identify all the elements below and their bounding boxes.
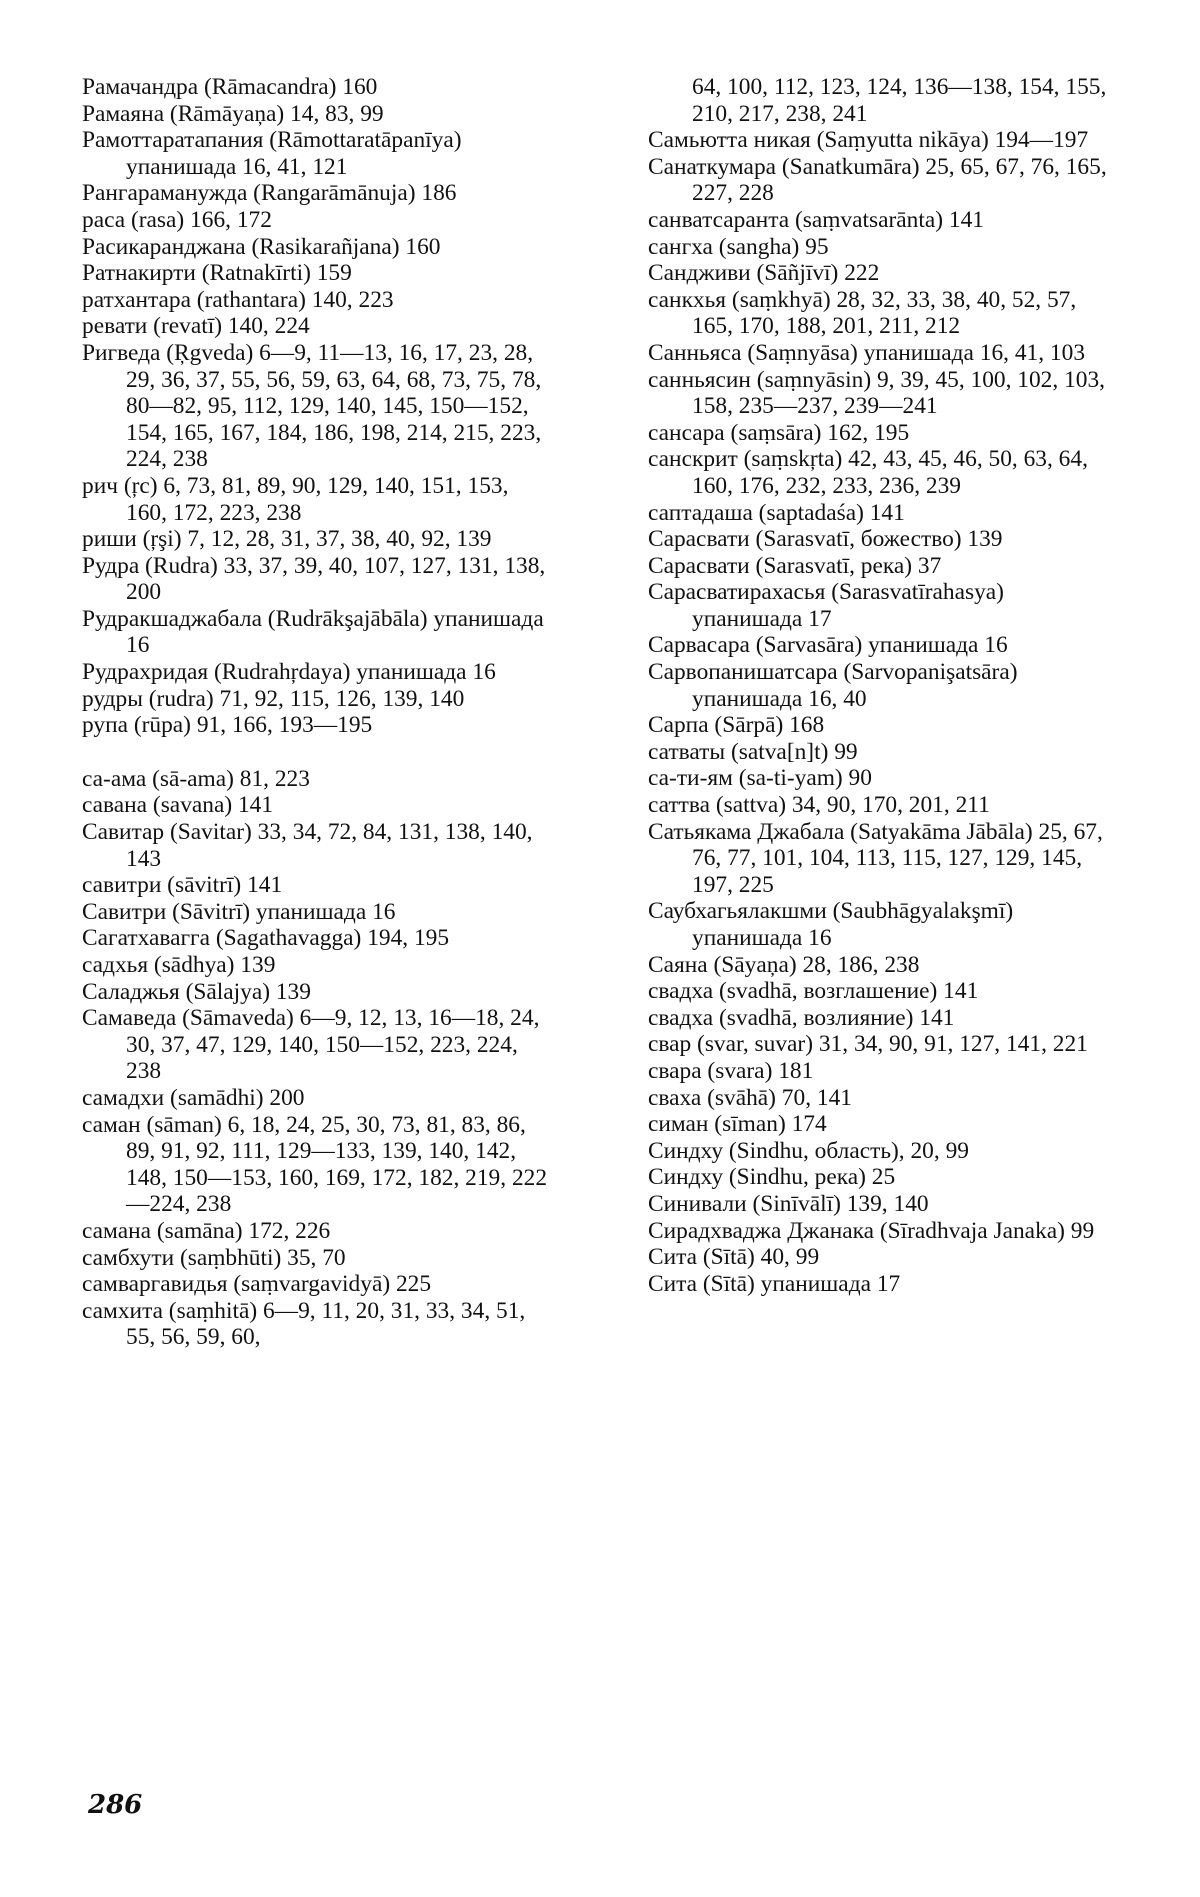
index-entry: санкхья (saṃkhyā) 28, 32, 33, 38, 40, 52, 57, 165, 170, 188, 201, 211, 212 (648, 286, 1077, 340)
index-entry: самана (samāna) 172, 226 (82, 1217, 331, 1244)
index-entry: Сарвасара (Sarvasāra) упанишада 16 (648, 632, 1008, 659)
index-entry: Сирадхваджа Джанака (Sīradhvaja Janaka) 99 (648, 1217, 1095, 1244)
index-entry: ратхантара (rathantara) 140, 223 (82, 286, 394, 313)
index-entry: санньясин (saṃnyāsin) 9, 39, 45, 100, 102, 103, 158, 235—237, 239—241 (648, 366, 1106, 420)
page-number: 286 (88, 1790, 143, 1820)
index-entry: Санньяса (Saṃnyāsa) упанишада 16, 41, 103 (648, 339, 1086, 366)
index-entry: са-ти-ям (sa-ti-yam) 90 (648, 765, 872, 792)
index-entry: сатваты (satva[n]t) 99 (648, 738, 858, 765)
index-entry: сваха (svāhā) 70, 141 (648, 1084, 852, 1111)
index-entry: ревати (revatī) 140, 224 (82, 313, 310, 340)
index-entry-continuation: 64, 100, 112, 123, 124, 136—138, 154, 155, 210, 217, 238, 241 (692, 74, 1107, 127)
index-entry: Сита (Sītā) 40, 99 (648, 1244, 820, 1271)
index-entry: свара (svara) 181 (648, 1057, 814, 1084)
index-entry: Синдху (Sindhu, область), 20, 99 (648, 1137, 969, 1164)
index-entry: Синдху (Sindhu, река) 25 (648, 1164, 896, 1191)
index-entry: Рудра (Rudra) 33, 37, 39, 40, 107, 127, 131, 138, 200 (82, 552, 546, 606)
index-entry: Савитри (Sāvitrī) упанишада 16 (82, 898, 396, 925)
index-entry: санватсаранта (saṃvatsarānta) 141 (648, 206, 984, 233)
index-entry: Сатьякама Джабала (Satyakāma Jābāla) 25, 67, 76, 77, 101, 104, 113, 115, 127, 129, 145, 197, 225 (648, 818, 1103, 898)
index-entry: Рамоттаратапания (Rāmottaratāpanīya) упанишада 16, 41, 121 (82, 127, 462, 180)
index-entry: Сарвопанишатсара (Sarvopanişatsāra) упанишада 16, 40 (648, 659, 1018, 712)
index-entry: Саубхагьялакшми (Saubhāgyalakşmī) упанишада 16 (648, 898, 1014, 951)
index-entry: Саладжья (Sālajya) 139 (82, 978, 311, 1005)
index-entry: Рудракшаджабала (Rudrākşajābāla) упанишада 16 (82, 605, 544, 659)
index-entry: рудры (rudra) 71, 92, 115, 126, 139, 140 (82, 685, 465, 712)
section-gap (82, 739, 552, 766)
index-entry: Рамаяна (Rāmāyaņa) 14, 83, 99 (82, 100, 384, 127)
index-entry: свадха (svadhā, возлияние) 141 (648, 1004, 955, 1031)
index-entry: самбхути (saṃbhūti) 35, 70 (82, 1244, 346, 1271)
index-entry: Самаведа (Sāmaveda) 6—9, 12, 13, 16—18, 24, 30, 37, 47, 129, 140, 150—152, 223, 224, 238 (82, 1005, 540, 1085)
index-entry: Сарасвати (Sarasvatī, божество) 139 (648, 526, 1003, 553)
index-entry: садхья (sādhya) 139 (82, 952, 276, 978)
index-entry: Расикаранджана (Rasikarañjana) 160 (82, 233, 441, 260)
index-entry: Самьютта никая (Saṃyutta nikāya) 194—197 (648, 127, 1089, 154)
index-entry: Сарасвати (Sarasvatī, река) 37 (648, 552, 942, 579)
index-entry: сансара (saṃsāra) 162, 195 (648, 419, 910, 446)
index-entry: Рангараманужда (Rangarāmānuja) 186 (82, 180, 457, 207)
index-entry: савитри (sāvitrī) 141 (82, 872, 283, 899)
index-entry: Саяна (Sāyaņa) 28, 186, 238 (648, 951, 920, 978)
index-entry: Синивали (Sinīvālī) 139, 140 (648, 1190, 929, 1217)
index-column-right (648, 74, 1118, 1297)
index-entry: симан (sīman) 174 (648, 1111, 827, 1138)
index-entry: са-ама (sā-ama) 81, 223 (82, 765, 310, 792)
index-entry: свадха (svadhā, возглашение) 141 (648, 978, 979, 1005)
index-entry: Санаткумара (Sanatkumāra) 25, 65, 67, 76, 165, 227, 228 (648, 153, 1107, 207)
index-entry: Ратнакирти (Ratnakīrti) 159 (82, 260, 352, 287)
index-entry: самхита (saṃhitā) 6—9, 11, 20, 31, 33, 34, 51, 55, 56, 59, 60, (82, 1297, 526, 1351)
index-column-left (82, 74, 552, 1351)
index-entry: риши (ŗşi) 7, 12, 28, 31, 37, 38, 40, 92, 139 (82, 526, 492, 553)
index-entry: рупа (rūpa) 91, 166, 193—195 (82, 712, 373, 739)
index-entry: Сагатхавагга (Sagathavagga) 194, 195 (82, 925, 450, 952)
index-entry: санскрит (saṃskŗta) 42, 43, 45, 46, 50, 63, 64, 160, 176, 232, 233, 236, 239 (648, 446, 1088, 499)
index-entry: сангха (sangha) 95 (648, 233, 829, 260)
index-entry: самваргавидья (saṃvargavidyā) 225 (82, 1271, 432, 1298)
index-entry: саман (sāman) 6, 18, 24, 25, 30, 73, 81, 83, 86, 89, 91, 92, 111, 129—133, 139, 140, 142, 148, 150—153, 160, 169, 172, 182, 219, 222—224, 238 (82, 1111, 548, 1218)
index-entry: рич (ŗc) 6, 73, 81, 89, 90, 129, 140, 151, 153, 160, 172, 223, 238 (82, 472, 509, 526)
index-entry: Рамачандра (Rāmacandra) 160 (82, 74, 378, 100)
index-entry: Рудрахридая (Rudrahŗdaya) упанишада 16 (82, 659, 496, 686)
index-entry: самадхи (samādhi) 200 (82, 1084, 305, 1111)
index-entry: Сандживи (Sāñjīvī) 222 (648, 260, 880, 287)
index-entry: свар (svar, suvar) 31, 34, 90, 91, 127, 141, 221 (648, 1031, 1088, 1058)
index-entry: Сарасватирахасья (Sarasvatīrahasya) упанишада 17 (648, 579, 1004, 632)
index-entry: савана (savana) 141 (82, 792, 274, 819)
index-entry: раса (rasa) 166, 172 (82, 206, 272, 233)
index-entry: Сарпа (Sārpā) 168 (648, 712, 825, 739)
index-entry: саптадаша (saptadaśa) 141 (648, 499, 905, 526)
index-entry: саттва (sattva) 34, 90, 170, 201, 211 (648, 792, 990, 819)
index-entry: Ригведа (Ŗgveda) 6—9, 11—13, 16, 17, 23, 28, 29, 36, 37, 55, 56, 59, 63, 64, 68, 73, 75, 78, 80—82, 95, 112, 129, 140, 145, 150—152, 154, 165, 167, 184, 186, 198, 214, 215, 223, 224, 238 (82, 339, 542, 473)
index-entry: Сита (Sītā) упанишада 17 (648, 1270, 901, 1297)
index-entry: Савитар (Savitar) 33, 34, 72, 84, 131, 138, 140, 143 (82, 819, 533, 872)
